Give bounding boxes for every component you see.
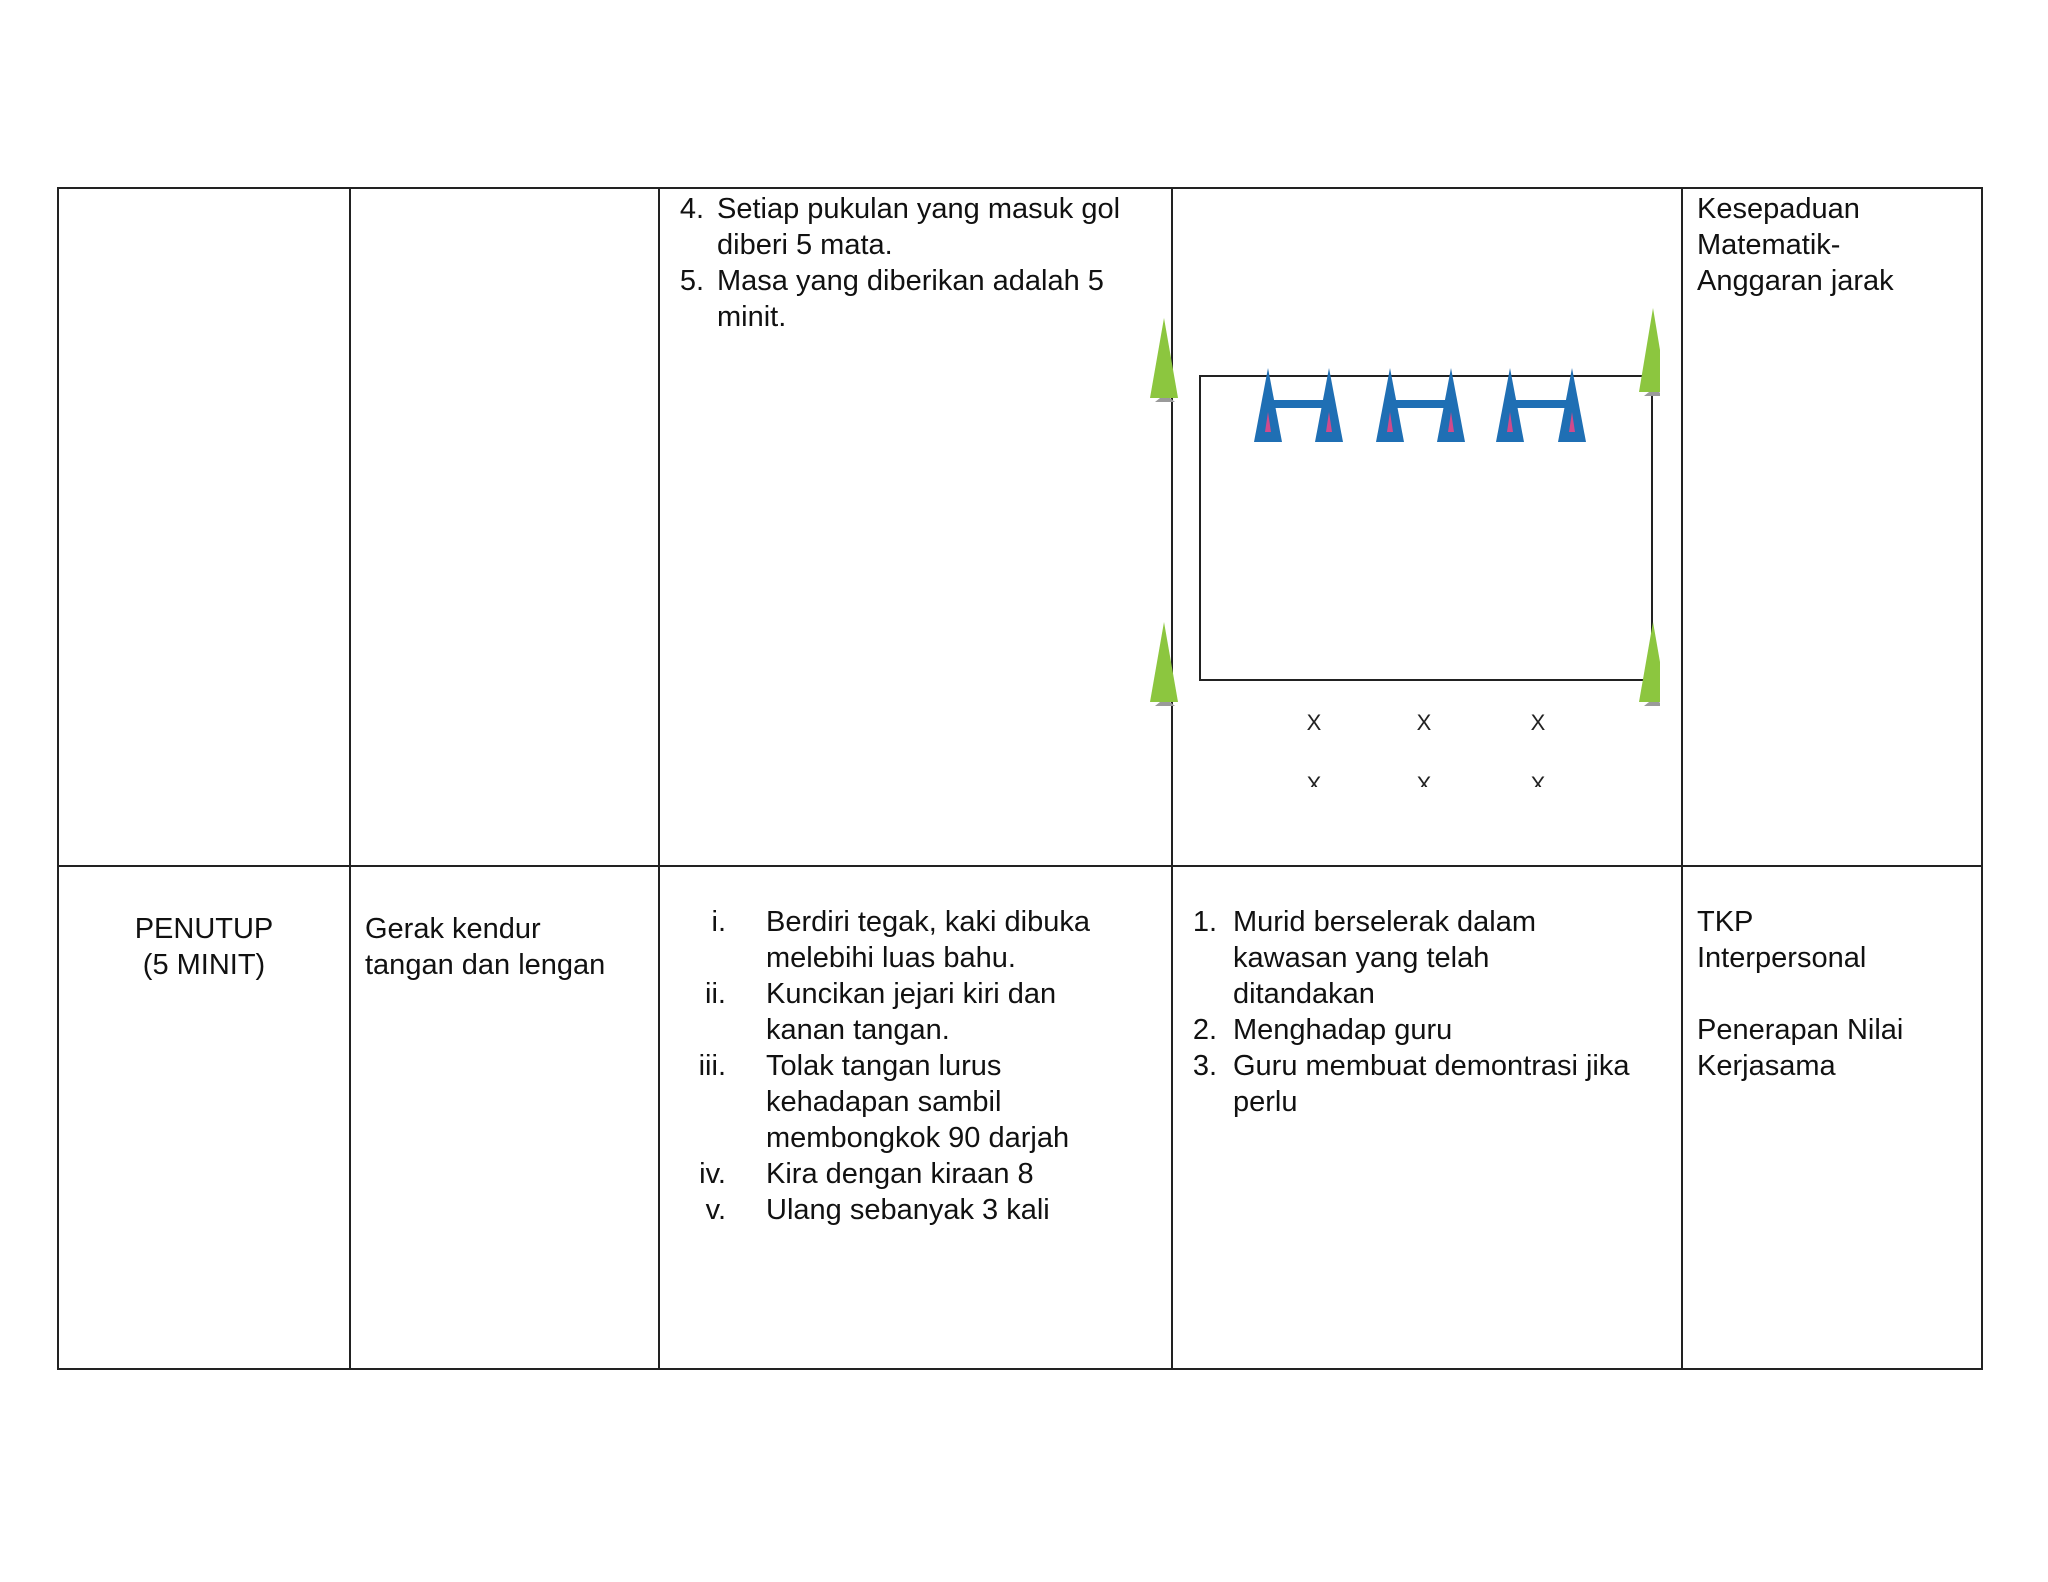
list-text: kawasan yang telah — [1233, 942, 1490, 974]
activity-cell-empty — [351, 189, 660, 865]
rules-list — [660, 191, 1171, 335]
steps-list — [660, 904, 1171, 1228]
goal-crossbar — [1510, 400, 1572, 408]
list-text: Kira dengan kiraan 8 — [766, 1158, 1034, 1190]
list-number: iv. — [699, 1158, 726, 1190]
list-item — [1173, 1012, 1681, 1048]
player-markers — [1307, 710, 1546, 735]
player-marker: X — [1416, 772, 1432, 797]
procedure-cell — [660, 189, 1173, 865]
list-text: Menghadap guru — [1233, 1014, 1453, 1046]
list-item — [660, 263, 1171, 335]
list-text: ditandakan — [1233, 978, 1375, 1010]
player-marker: X — [1306, 772, 1322, 797]
list-number: ii. — [705, 978, 726, 1010]
table-row — [57, 187, 1983, 867]
list-item — [1173, 1048, 1681, 1120]
table-row — [57, 867, 1983, 1370]
list-number: iii. — [698, 1050, 726, 1082]
list-text: Ulang sebanyak 3 kali — [766, 1194, 1050, 1226]
field-diagram — [1140, 300, 1660, 800]
list-item — [660, 904, 1171, 976]
list-text: membongkok 90 darjah — [766, 1122, 1070, 1154]
phase-cell — [59, 867, 351, 1368]
note-line: Interpersonal — [1697, 942, 1867, 974]
note-line: Matematik- — [1697, 229, 1841, 261]
list-item — [660, 976, 1171, 1048]
clipped-marker-row — [1307, 772, 1546, 797]
steps-cell — [660, 867, 1173, 1368]
green-cone — [1150, 622, 1178, 702]
phase-title: PENUTUP — [134, 913, 274, 945]
note-line: Penerapan Nilai — [1697, 1014, 1904, 1046]
notes-text — [1697, 191, 1971, 299]
green-cone — [1639, 308, 1660, 392]
player-marker: X — [1530, 772, 1546, 797]
list-number: 1. — [1192, 906, 1217, 938]
list-number: 2. — [1192, 1014, 1217, 1046]
note-line: Anggaran jarak — [1697, 265, 1894, 297]
activity-text: Gerak kendur — [365, 913, 541, 945]
goal-posts — [1254, 368, 1586, 442]
list-text: kanan tangan. — [766, 1014, 950, 1046]
notes-cell — [1683, 189, 1981, 865]
list-number: v. — [705, 1194, 726, 1226]
notes-cell — [1683, 867, 1981, 1368]
list-number: i. — [711, 906, 726, 938]
list-item — [660, 1192, 1171, 1228]
list-text: melebihi luas bahu. — [766, 942, 1016, 974]
list-number: 5. — [679, 265, 704, 297]
note-line: Kerjasama — [1697, 1050, 1836, 1082]
player-marker: X — [1306, 710, 1322, 735]
phase-duration: (5 MINIT) — [142, 949, 266, 981]
goal-crossbar — [1390, 400, 1451, 408]
list-item — [660, 191, 1171, 263]
activity-cell — [351, 867, 660, 1368]
list-text: minit. — [717, 301, 787, 333]
player-marker: X — [1416, 710, 1432, 735]
note-line: Kesepaduan — [1697, 193, 1860, 225]
goal-crossbar — [1268, 400, 1329, 408]
list-text: Murid berselerak dalam — [1233, 906, 1537, 938]
list-text: diberi 5 mata. — [717, 229, 893, 261]
list-text: Tolak tangan lurus — [766, 1050, 1002, 1082]
organisation-list — [1173, 904, 1681, 1120]
green-cone — [1150, 318, 1178, 398]
list-item — [660, 1048, 1171, 1156]
corner-cones — [1150, 308, 1660, 706]
list-item — [660, 1156, 1171, 1192]
list-text: perlu — [1233, 1086, 1298, 1118]
list-number: 4. — [679, 193, 704, 225]
phase-cell-empty — [59, 189, 351, 865]
player-marker: X — [1530, 710, 1546, 735]
note-line: TKP — [1697, 906, 1754, 938]
list-text: Berdiri tegak, kaki dibuka — [766, 906, 1090, 938]
list-text: kehadapan sambil — [766, 1086, 1002, 1118]
organisation-cell — [1173, 867, 1683, 1368]
list-text: Guru membuat demontrasi jika — [1233, 1050, 1630, 1082]
activity-text: tangan dan lengan — [365, 949, 606, 981]
list-text: Setiap pukulan yang masuk gol — [717, 193, 1121, 225]
green-cone — [1639, 622, 1660, 702]
list-item — [1173, 904, 1681, 1012]
list-text: Masa yang diberikan adalah 5 — [717, 265, 1104, 297]
list-text: Kuncikan jejari kiri dan — [766, 978, 1057, 1010]
notes-text — [1697, 904, 1971, 1084]
list-number: 3. — [1192, 1050, 1217, 1082]
